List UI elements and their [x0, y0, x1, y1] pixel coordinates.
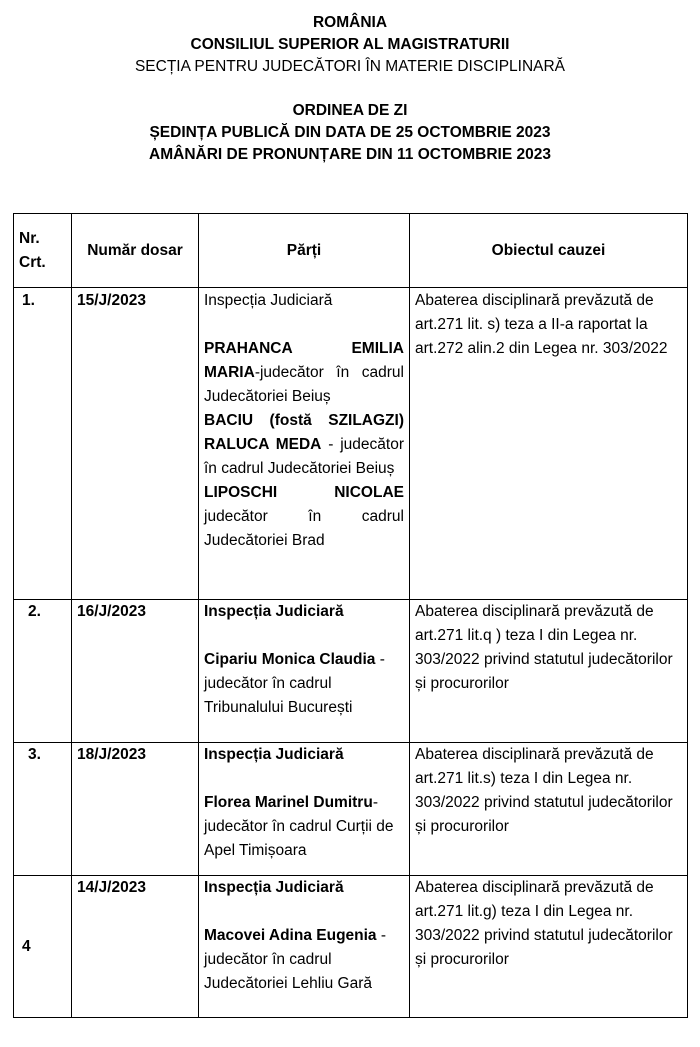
row-nr: 2. [14, 600, 72, 743]
row-dosar: 15/J/2023 [72, 288, 199, 600]
party-entry [204, 409, 404, 481]
party-name: Macovei Adina Eugenia [204, 927, 377, 944]
table-row [14, 743, 688, 876]
row-parti [199, 876, 410, 1018]
party-name: BACIU (fostă SZILAGZI) RALUCA MEDA [204, 412, 404, 453]
row-parti [199, 743, 410, 876]
party-entry [204, 337, 404, 409]
party-role: -judecător în cadrul Judecătoriei Beiuș [204, 364, 404, 405]
party-entry [204, 481, 404, 553]
col-header-nr [14, 214, 72, 288]
row-nr: 1. [14, 288, 72, 600]
table-row [14, 288, 688, 600]
party-entry [204, 924, 404, 996]
party-role: - judecător în cadrul Tribunalului București [204, 651, 385, 716]
col-header-nr-line2: Crt. [19, 253, 46, 271]
party-role: - judecător în cadrul Curții de Apel Timișoara [204, 794, 394, 859]
party-role: - judecător în cadrul Judecătoriei Beiuș [204, 436, 404, 477]
col-header-dosar: Număr dosar [72, 214, 199, 288]
party-entry [204, 648, 404, 720]
table-row [14, 600, 688, 743]
row-obiect: Abaterea disciplinară prevăzută de art.271 lit.s) teza I din Legea nr. 303/2022 privind statutul judecătorilor și procurorilor [410, 743, 688, 876]
session-date: ȘEDINȚA PUBLICĂ DIN DATA DE 25 OCTOMBRIE 2023 [149, 124, 551, 141]
party-inspection: Inspecția Judiciară [204, 746, 344, 763]
party-role: judecător în cadrul Judecătoriei Brad [204, 508, 404, 549]
party-inspection: Inspecția Judiciară [204, 603, 344, 620]
row-nr: 3. [14, 743, 72, 876]
party-name: Florea Marinel Dumitru [204, 794, 373, 811]
party-name: PRAHANCA EMILIA MARIA [204, 340, 404, 381]
agenda-title: ORDINEA DE ZI [292, 102, 408, 119]
row-dosar: 16/J/2023 [72, 600, 199, 743]
row-obiect: Abaterea disciplinară prevăzută de art.271 lit.g) teza I din Legea nr. 303/2022 privind statutul judecătorilor și procurorilor [410, 876, 688, 1018]
council-title: CONSILIUL SUPERIOR AL MAGISTRATURII [190, 36, 510, 53]
col-header-parti: Părți [199, 214, 410, 288]
agenda-header [0, 100, 700, 166]
col-header-nr-line1: Nr. [19, 229, 40, 247]
document-header [0, 12, 700, 78]
row-parti [199, 288, 410, 600]
section-title: SECȚIA PENTRU JUDECĂTORI ÎN MATERIE DISCIPLINARĂ [134, 58, 566, 75]
row-dosar: 14/J/2023 [72, 876, 199, 1018]
party-inspection: Inspecția Judiciară [204, 292, 333, 309]
row-parti [199, 600, 410, 743]
table-header-row [14, 214, 688, 288]
table-row [14, 876, 688, 1018]
row-obiect: Abaterea disciplinară prevăzută de art.271 lit.q ) teza I din Legea nr. 303/2022 privind statutul judecătorilor și procurorilor [410, 600, 688, 743]
row-obiect: Abaterea disciplinară prevăzută de art.271 lit. s) teza a II-a raportat la art.272 alin.2 din Legea nr. 303/2022 [410, 288, 688, 600]
party-inspection: Inspecția Judiciară [204, 879, 344, 896]
row-nr: 4 [14, 876, 72, 1018]
postponement-date: AMÂNĂRI DE PRONUNȚARE DIN 11 OCTOMBRIE 2023 [149, 146, 551, 163]
row-dosar: 18/J/2023 [72, 743, 199, 876]
party-name: Cipariu Monica Claudia [204, 651, 376, 668]
country-title: ROMÂNIA [312, 14, 388, 31]
party-name: LIPOSCHI NICOLAE [204, 484, 404, 501]
party-role: - judecător în cadrul Judecătoriei Lehliu Gară [204, 927, 387, 992]
col-header-obiect: Obiectul cauzei [410, 214, 688, 288]
party-entry [204, 791, 404, 863]
agenda-table [13, 213, 688, 1018]
